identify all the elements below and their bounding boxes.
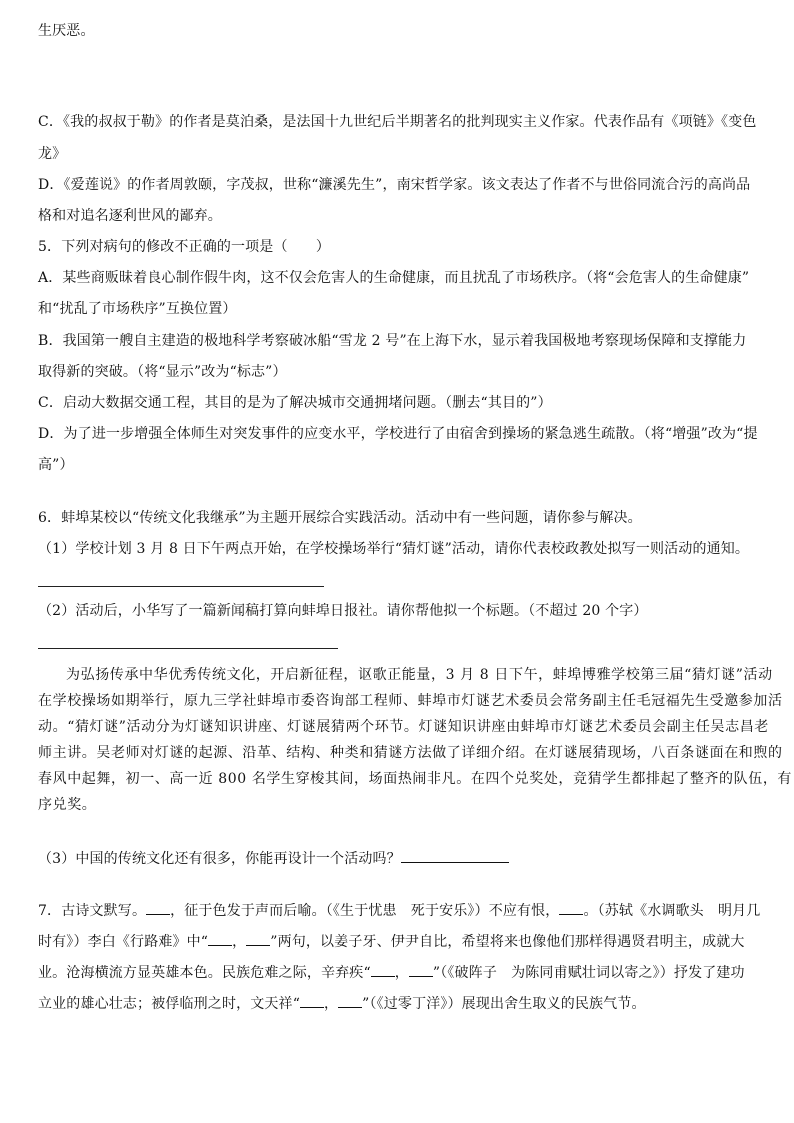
passage-line: 为弘扬传承中华优秀传统文化，开启新征程，讴歌正能量，3 月 8 日下午，蚌埠博雅学校第三届“猜灯谜”活动 [66,667,773,683]
question-text: ”（《过零丁洋》）展现出舍生取义的民族气节。 [362,996,646,1012]
question-text: ， [324,996,339,1012]
answer-blank-line [38,648,338,649]
question-text: （3）中国的传统文化还有很多，你能再设计一个活动吗？ [38,851,401,867]
option-c-line: C．启动大数据交通工程，其目的是为了解决城市交通拥堵问题。（删去“其目的”） [38,395,552,411]
passage-line: 在学校操场如期举行，原九三学社蚌埠市委咨询部工程师、蚌埠市灯谜艺术委员会常务副主任毛冠福先生受邀参加活 [38,693,783,709]
fill-blank [559,900,583,915]
text-line: 龙》 [38,146,67,162]
question-text: ”（《破阵子 为陈同甫赋壮词以寄之》）抒发了建功 [432,965,745,981]
text-line: 和“扰乱了市场秩序”互换位置） [38,301,237,317]
question-7-line-3 [38,962,758,984]
question-text: ， [394,965,409,981]
question-text: ”两句，以姜子牙、伊尹自比，希望将来也像他们那样得遇贤君明主，成就大 [270,934,745,950]
text-line: 格和对追名逐利世风的鄙弃。 [38,208,222,224]
question-6-part-1: （1）学校计划 3 月 8 日下午两点开始，在学校操场举行“猜灯谜”活动，请你代表校政教处拟写一则活动的通知。 [38,541,750,557]
question-text: 业。沧海横流方显英雄本色。民族危难之际，辛弃疾“ [38,965,371,981]
text-line: 取得新的突破。（将“显示”改为“标志”） [38,364,287,380]
question-7-line-1 [38,900,761,922]
answer-blank [401,848,509,863]
fill-blank [338,993,362,1008]
passage-line: 师主讲。吴老师对灯谜的起源、沿革、结构、种类和猜谜方法做了详细介绍。在灯谜展猜现场，八百条谜面在和煦的 [38,745,783,761]
option-b-line: B．我国第一艘自主建造的极地科学考察破冰船“雪龙 2 号”在上海下水，显示着我国极地考察现场保障和支撑能力 [38,333,747,349]
question-text: 立业的雄心壮志；被俘临刑之时，文天祥“ [38,996,301,1012]
option-c-line: C．《我的叔叔于勒》的作者是莫泊桑，是法国十九世纪后半期著名的批判现实主义作家。代表作品有《项链》《变色 [38,114,757,130]
fill-blank [371,962,395,977]
passage-line: 序兑奖。 [38,797,97,813]
question-text: ， [232,934,247,950]
question-text: 。（苏轼《水调歌头 明月几 [583,903,761,919]
question-text: ，征于色发于声而后喻。（《生于忧患 死于安乐》）不应有恨， [170,903,560,919]
passage-line: 春风中起舞，初一、高一近 800 名学生穿梭其间，场面热闹非凡。在四个兑奖处，竞猜学生都排起了整齐的队伍，有 [38,771,793,787]
passage-line: 动。“猜灯谜”活动分为灯谜知识讲座、灯谜展猜两个环节。灯谜知识讲座由蚌埠市灯谜艺术委员会副主任吴志昌老 [38,719,769,735]
text-line: 生厌恶。 [38,23,95,39]
question-7-line-4 [38,993,758,1015]
question-6-part-2: （2）活动后，小华写了一篇新闻稿打算向蚌埠日报社。请你帮他拟一个标题。（不超过 20 个字） [38,603,648,619]
option-d-line: D．《爱莲说》的作者周敦颐，字茂叔，世称“濂溪先生”，南宋哲学家。该文表达了作者不与世俗同流合污的高尚品 [38,177,751,193]
fill-blank [246,931,270,946]
question-6: 6．蚌埠某校以“传统文化我继承”为主题开展综合实践活动。活动中有一些问题，请你参与解决。 [38,510,642,526]
question-5: 5．下列对病句的修改不正确的一项是（ ） [38,239,331,255]
question-7-line-2 [38,931,758,953]
question-7-label: 7．古诗文默写。 [38,903,147,919]
fill-blank [409,962,433,977]
news-passage [38,662,793,818]
question-text: 时有》）李白《行路难》中“ [38,934,209,950]
fill-blank [146,900,170,915]
text-line: 高”） [38,457,74,473]
fill-blank [208,931,232,946]
option-d-line: D．为了进一步增强全体师生对突发事件的应变水平，学校进行了由宿舍到操场的紧急逃生疏散。（将“增强”改为“提 [38,426,758,442]
question-6-part-3 [38,848,758,870]
answer-blank-line [38,586,324,587]
option-a-line: A．某些商贩昧着良心制作假牛肉，这不仅会危害人的生命健康，而且扰乱了市场秩序。（将“会危害人的生命健康” [38,270,750,286]
fill-blank [300,993,324,1008]
